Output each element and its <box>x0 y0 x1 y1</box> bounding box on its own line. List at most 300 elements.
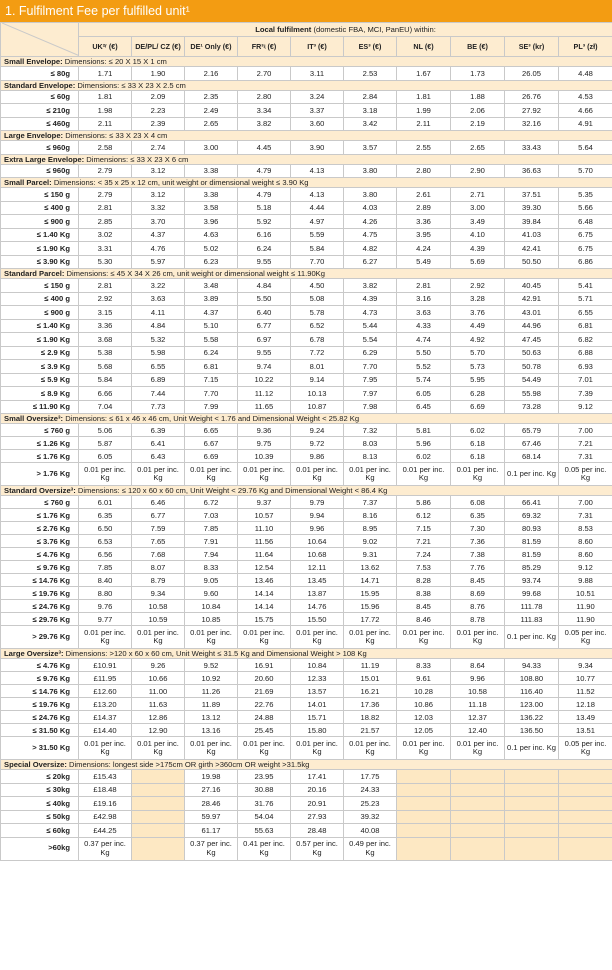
fee-cell: 10.68 <box>291 548 344 561</box>
fee-cell <box>559 770 612 784</box>
fee-cell: £18.48 <box>79 783 132 797</box>
fee-cell: 2.61 <box>397 188 451 202</box>
fee-cell: 136.50 <box>505 724 559 737</box>
fee-cell: 4.03 <box>344 201 397 215</box>
fee-cell: 59.97 <box>185 810 238 824</box>
weight-label: ≤ 8.9 Kg <box>1 387 79 401</box>
fee-cell: 6.28 <box>451 387 505 401</box>
table-row <box>1 333 612 347</box>
fee-cell: 3.82 <box>344 279 397 293</box>
fee-cell: 108.80 <box>505 672 559 685</box>
fee-cell: 8.33 <box>397 659 451 672</box>
fee-cell: 5.52 <box>397 360 451 374</box>
fee-cell: 6.78 <box>291 333 344 347</box>
fee-cell: 9.94 <box>291 509 344 522</box>
fee-cell: 17.75 <box>344 770 397 784</box>
fee-cell: 7.38 <box>451 548 505 561</box>
weight-label: ≤ 150 g <box>1 279 79 293</box>
section-description: Dimensions: ≤ 33 X 23 X 4 cm <box>63 131 168 140</box>
weight-label: > 29.76 Kg <box>1 626 79 649</box>
fee-cell: 5.98 <box>132 346 185 360</box>
fee-cell <box>132 770 185 784</box>
weight-label: ≤ 210g <box>1 104 79 118</box>
fee-cell <box>397 770 451 784</box>
table-row <box>1 698 612 711</box>
table-row <box>1 824 612 838</box>
fee-cell: 7.70 <box>291 255 344 269</box>
fee-cell: 6.97 <box>238 333 291 347</box>
fee-cell: 6.35 <box>79 509 132 522</box>
fee-cell: 3.82 <box>238 117 291 131</box>
fee-cell: 2.23 <box>132 104 185 118</box>
table-row <box>1 164 612 178</box>
fee-cell: 9.31 <box>344 548 397 561</box>
fee-cell: 13.16 <box>185 724 238 737</box>
fee-cell: 7.97 <box>344 387 397 401</box>
weight-label: ≤ 29.76 Kg <box>1 613 79 626</box>
fee-cell: 6.05 <box>79 450 132 463</box>
fee-cell: 9.14 <box>291 373 344 387</box>
fee-cell: 9.34 <box>132 587 185 600</box>
fee-cell: 3.49 <box>451 215 505 229</box>
fee-cell: 0.1 per inc. Kg <box>505 626 559 649</box>
fee-cell: 8.80 <box>79 587 132 600</box>
fee-cell: 11.56 <box>238 535 291 548</box>
fee-cell: 1.98 <box>79 104 132 118</box>
fee-cell: £14.37 <box>79 711 132 724</box>
fee-cell: 7.31 <box>559 450 612 463</box>
table-row <box>1 201 612 215</box>
fee-cell: 2.84 <box>344 90 397 104</box>
fee-cell: 10.87 <box>291 400 344 414</box>
fee-cell: 0.01 per inc. Kg <box>132 626 185 649</box>
fee-cell: 9.36 <box>238 424 291 437</box>
weight-label: ≤ 9.76 Kg <box>1 561 79 574</box>
fee-cell <box>132 810 185 824</box>
fee-cell: 18.82 <box>344 711 397 724</box>
fee-cell: 7.03 <box>185 509 238 522</box>
fee-cell: 2.65 <box>185 117 238 131</box>
fee-cell: 0.01 per inc. Kg <box>185 463 238 486</box>
fee-cell: 2.81 <box>397 279 451 293</box>
fee-cell: 12.54 <box>238 561 291 574</box>
fee-cell: 55.98 <box>505 387 559 401</box>
fee-cell: 5.50 <box>238 292 291 306</box>
fee-cell: 20.91 <box>291 797 344 811</box>
weight-label: ≤ 60g <box>1 90 79 104</box>
weight-label: ≤ 40kg <box>1 797 79 811</box>
fee-cell: 8.76 <box>451 600 505 613</box>
fee-cell: £12.60 <box>79 685 132 698</box>
table-row <box>1 450 612 463</box>
fee-cell <box>559 810 612 824</box>
fee-cell <box>559 824 612 838</box>
diagonal-line-icon <box>2 23 79 56</box>
fee-cell: 0.01 per inc. Kg <box>291 626 344 649</box>
fee-cell: 81.59 <box>505 535 559 548</box>
fee-cell: 6.72 <box>185 496 238 509</box>
fee-cell: 8.69 <box>451 587 505 600</box>
fee-cell: 3.18 <box>344 104 397 118</box>
fee-cell: 10.58 <box>451 685 505 698</box>
fee-cell: 8.33 <box>185 561 238 574</box>
fee-cell <box>397 810 451 824</box>
fee-cell: 12.40 <box>451 724 505 737</box>
fee-cell: 9.02 <box>344 535 397 548</box>
fee-cell: 15.96 <box>344 600 397 613</box>
section-header <box>1 80 612 90</box>
weight-label: ≤ 11.90 Kg <box>1 400 79 414</box>
fee-cell: 5.81 <box>397 424 451 437</box>
table-row <box>1 228 612 242</box>
fee-cell: 23.95 <box>238 770 291 784</box>
fee-cell: 8.38 <box>397 587 451 600</box>
fee-cell: 16.91 <box>238 659 291 672</box>
column-header: IT³ (€) <box>291 37 344 57</box>
fee-cell: 7.95 <box>344 373 397 387</box>
fee-cell: 3.42 <box>344 117 397 131</box>
fee-cell: 7.98 <box>344 400 397 414</box>
table-row <box>1 319 612 333</box>
weight-label: ≤ 30kg <box>1 783 79 797</box>
fee-cell: 8.40 <box>79 574 132 587</box>
fee-cell: 4.66 <box>559 104 612 118</box>
fee-cell: 10.84 <box>291 659 344 672</box>
section-description: Dimensions: ≤ 120 x 60 x 60 cm, Unit Weight < 29.76 Kg and Dimensional Weight < 86.4 Kg <box>75 486 388 495</box>
fee-cell: 8.46 <box>397 613 451 626</box>
fee-cell: 7.44 <box>132 387 185 401</box>
fee-cell: 10.85 <box>185 613 238 626</box>
fee-cell <box>132 797 185 811</box>
fee-cell: 7.59 <box>132 522 185 535</box>
weight-label: ≤ 3.76 Kg <box>1 535 79 548</box>
fee-cell: 0.1 per inc. Kg <box>505 463 559 486</box>
fee-cell: 13.87 <box>291 587 344 600</box>
fee-cell: 7.99 <box>185 400 238 414</box>
fee-cell: 10.13 <box>291 387 344 401</box>
fee-cell: 2.65 <box>451 141 505 155</box>
table-row <box>1 306 612 320</box>
fee-cell: £19.16 <box>79 797 132 811</box>
fee-cell: 26.76 <box>505 90 559 104</box>
fee-cell: 2.92 <box>79 292 132 306</box>
fee-cell: 67.46 <box>505 437 559 450</box>
fee-cell: 3.31 <box>79 242 132 256</box>
weight-label: ≤ 19.76 Kg <box>1 698 79 711</box>
fee-cell: 0.01 per inc. Kg <box>132 737 185 760</box>
fee-cell: 8.45 <box>397 600 451 613</box>
fee-cell: 12.03 <box>397 711 451 724</box>
fee-cell: 5.06 <box>79 424 132 437</box>
fee-cell: 10.58 <box>132 600 185 613</box>
fee-cell: 39.84 <box>505 215 559 229</box>
fee-cell: 13.51 <box>559 724 612 737</box>
fee-cell: 0.01 per inc. Kg <box>344 737 397 760</box>
weight-label: ≤ 150 g <box>1 188 79 202</box>
weight-label: ≤ 80g <box>1 67 79 81</box>
fee-cell: 0.01 per inc. Kg <box>238 463 291 486</box>
fee-cell: 12.33 <box>291 672 344 685</box>
fee-cell: 0.01 per inc. Kg <box>132 463 185 486</box>
fee-cell: 2.49 <box>185 104 238 118</box>
fee-cell: 5.86 <box>397 496 451 509</box>
fee-cell <box>451 797 505 811</box>
fee-cell: 3.37 <box>291 104 344 118</box>
fee-cell: 43.01 <box>505 306 559 320</box>
table-row <box>1 279 612 293</box>
fee-cell: 6.45 <box>397 400 451 414</box>
fee-cell: 2.81 <box>79 279 132 293</box>
fee-cell: 6.88 <box>559 346 612 360</box>
fee-cell: £14.40 <box>79 724 132 737</box>
fee-cell: 3.90 <box>291 141 344 155</box>
weight-label: ≤ 19.76 Kg <box>1 587 79 600</box>
fee-cell: 5.69 <box>451 255 505 269</box>
weight-label: ≤ 760 g <box>1 424 79 437</box>
fee-cell: 10.59 <box>132 613 185 626</box>
fee-cell: 3.15 <box>79 306 132 320</box>
fee-cell: 0.01 per inc. Kg <box>79 463 132 486</box>
fee-cell: 14.01 <box>291 698 344 711</box>
fee-cell: 7.72 <box>291 346 344 360</box>
fee-cell: 2.92 <box>451 279 505 293</box>
fee-cell: 6.16 <box>238 228 291 242</box>
fee-cell: 7.70 <box>185 387 238 401</box>
fee-cell: 2.90 <box>451 164 505 178</box>
fee-cell: 111.78 <box>505 600 559 613</box>
fee-cell: 5.74 <box>397 373 451 387</box>
fee-cell: 8.60 <box>559 548 612 561</box>
table-row <box>1 797 612 811</box>
fee-cell: 2.19 <box>451 117 505 131</box>
weight-label: ≤ 1.40 Kg <box>1 228 79 242</box>
fee-cell: 15.01 <box>344 672 397 685</box>
table-row <box>1 437 612 450</box>
fee-cell: 11.19 <box>344 659 397 672</box>
fee-cell: 6.69 <box>451 400 505 414</box>
fee-cell: 0.05 per inc. Kg <box>559 463 612 486</box>
table-row <box>1 574 612 587</box>
fee-cell: 5.64 <box>559 141 612 155</box>
fee-cell: 2.55 <box>397 141 451 155</box>
fee-cell: 54.49 <box>505 373 559 387</box>
fee-cell <box>397 837 451 860</box>
table-row <box>1 496 612 509</box>
fee-cell: 1.88 <box>451 90 505 104</box>
fee-cell: 3.63 <box>132 292 185 306</box>
fee-cell: 15.95 <box>344 587 397 600</box>
fulfilment-fee-table <box>0 22 612 861</box>
fee-cell: 0.01 per inc. Kg <box>451 626 505 649</box>
fee-cell: 81.59 <box>505 548 559 561</box>
fee-cell: 11.63 <box>132 698 185 711</box>
fee-cell: 2.80 <box>238 90 291 104</box>
column-header: SE³ (kr) <box>505 37 559 57</box>
fee-cell: 3.34 <box>238 104 291 118</box>
fee-cell: 47.45 <box>505 333 559 347</box>
fee-cell: 5.44 <box>344 319 397 333</box>
section-title: Large Oversize³: <box>4 649 64 658</box>
weight-label: ≤ 24.76 Kg <box>1 711 79 724</box>
weight-label: ≤ 900 g <box>1 306 79 320</box>
fee-cell: 2.80 <box>397 164 451 178</box>
table-row <box>1 783 612 797</box>
fee-cell: 6.46 <box>132 496 185 509</box>
fee-cell: 4.63 <box>185 228 238 242</box>
fee-cell: 40.45 <box>505 279 559 293</box>
fee-cell: 3.36 <box>79 319 132 333</box>
column-header: UK²ʳ (€) <box>79 37 132 57</box>
fee-cell: 5.54 <box>344 333 397 347</box>
fee-cell: 5.59 <box>291 228 344 242</box>
fee-cell: 25.45 <box>238 724 291 737</box>
fee-cell: 3.80 <box>344 164 397 178</box>
fee-cell: 9.55 <box>238 346 291 360</box>
fee-cell: 1.81 <box>79 90 132 104</box>
fee-cell: 5.84 <box>291 242 344 256</box>
fee-cell: 5.68 <box>79 360 132 374</box>
section-title: Standard Oversize³: <box>4 486 76 495</box>
weight-label: ≤ 1.76 Kg <box>1 450 79 463</box>
weight-label: ≤ 4.76 Kg <box>1 659 79 672</box>
column-header: BE (€) <box>451 37 505 57</box>
fee-cell: 9.55 <box>238 255 291 269</box>
fee-cell <box>132 824 185 838</box>
fee-cell: 1.99 <box>397 104 451 118</box>
fee-cell: 5.87 <box>79 437 132 450</box>
fee-cell: 8.78 <box>451 613 505 626</box>
fee-cell: 9.26 <box>132 659 185 672</box>
fee-cell: 6.50 <box>79 522 132 535</box>
fee-cell: 8.79 <box>132 574 185 587</box>
weight-label: ≤ 900 g <box>1 215 79 229</box>
fee-cell: 7.15 <box>397 522 451 535</box>
fee-cell: 11.12 <box>238 387 291 401</box>
fee-cell: 0.01 per inc. Kg <box>397 737 451 760</box>
fee-cell: 66.41 <box>505 496 559 509</box>
fee-cell: 19.98 <box>185 770 238 784</box>
fee-cell: 0.01 per inc. Kg <box>344 626 397 649</box>
fee-cell: 6.12 <box>397 509 451 522</box>
fee-cell <box>559 837 612 860</box>
fee-cell <box>397 824 451 838</box>
fee-cell: £13.20 <box>79 698 132 711</box>
fee-cell: 8.13 <box>344 450 397 463</box>
fee-cell: 3.38 <box>185 164 238 178</box>
fee-cell: 4.39 <box>451 242 505 256</box>
fee-cell: 15.80 <box>291 724 344 737</box>
fee-cell: 5.02 <box>185 242 238 256</box>
fee-cell: 7.91 <box>185 535 238 548</box>
weight-label: ≤ 24.76 Kg <box>1 600 79 613</box>
fee-cell: 6.67 <box>185 437 238 450</box>
weight-label: ≤ 960g <box>1 164 79 178</box>
table-row <box>1 90 612 104</box>
fee-cell: 6.82 <box>559 333 612 347</box>
section-header <box>1 760 612 770</box>
fee-cell: 5.35 <box>559 188 612 202</box>
fee-cell: 6.01 <box>79 496 132 509</box>
fee-cell: 40.08 <box>344 824 397 838</box>
fee-cell: £11.95 <box>79 672 132 685</box>
fee-cell: 4.26 <box>344 215 397 229</box>
fee-cell: 4.82 <box>344 242 397 256</box>
fee-cell: 5.18 <box>238 201 291 215</box>
table-row <box>1 104 612 118</box>
fee-cell: 4.37 <box>132 228 185 242</box>
table-row <box>1 659 612 672</box>
fee-cell: 4.44 <box>291 201 344 215</box>
fee-cell: 2.11 <box>79 117 132 131</box>
table-row <box>1 561 612 574</box>
fee-cell: 41.03 <box>505 228 559 242</box>
fee-cell: 9.12 <box>559 561 612 574</box>
fee-cell: 0.37 per inc. Kg <box>79 837 132 860</box>
table-row <box>1 346 612 360</box>
fee-cell: 11.52 <box>559 685 612 698</box>
fee-cell: 11.64 <box>238 548 291 561</box>
fee-cell: 6.35 <box>451 509 505 522</box>
fee-cell: 6.52 <box>291 319 344 333</box>
fee-cell: 11.65 <box>238 400 291 414</box>
fee-cell: 3.96 <box>185 215 238 229</box>
weight-label: ≤ 5.9 Kg <box>1 373 79 387</box>
fee-cell: 15.75 <box>238 613 291 626</box>
fee-cell: 12.05 <box>397 724 451 737</box>
fee-cell <box>559 797 612 811</box>
fee-cell: 4.97 <box>291 215 344 229</box>
fee-cell: 25.23 <box>344 797 397 811</box>
fee-cell: 6.81 <box>559 319 612 333</box>
fee-cell: 14.76 <box>291 600 344 613</box>
fee-cell: 14.71 <box>344 574 397 587</box>
fee-cell: 13.57 <box>291 685 344 698</box>
fee-cell: 3.95 <box>397 228 451 242</box>
fee-cell: 5.73 <box>451 360 505 374</box>
fee-cell: 6.24 <box>238 242 291 256</box>
fee-cell: 0.01 per inc. Kg <box>238 626 291 649</box>
fee-cell: 9.52 <box>185 659 238 672</box>
fee-cell: 12.11 <box>291 561 344 574</box>
fee-cell <box>505 810 559 824</box>
section-title: Large Envelope: <box>4 131 64 140</box>
table-row <box>1 522 612 535</box>
fee-cell: 10.39 <box>238 450 291 463</box>
fee-cell: 0.41 per inc. Kg <box>238 837 291 860</box>
fee-cell: 61.17 <box>185 824 238 838</box>
table-row <box>1 810 612 824</box>
section-header <box>1 486 612 496</box>
fee-cell: 3.28 <box>451 292 505 306</box>
fee-cell: 27.92 <box>505 104 559 118</box>
column-header: DE/PL/ CZ (€) <box>132 37 185 57</box>
fee-cell: 116.40 <box>505 685 559 698</box>
header-corner <box>1 23 79 57</box>
fee-cell: 5.95 <box>451 373 505 387</box>
fee-cell: 4.79 <box>238 188 291 202</box>
fee-cell: 12.18 <box>559 698 612 711</box>
fee-cell: 17.72 <box>344 613 397 626</box>
fee-cell: 6.23 <box>185 255 238 269</box>
fee-cell: 5.38 <box>79 346 132 360</box>
fee-cell: 10.64 <box>291 535 344 548</box>
fee-cell: 6.18 <box>451 437 505 450</box>
fee-cell: 5.66 <box>559 201 612 215</box>
fee-cell: 13.12 <box>185 711 238 724</box>
fee-cell: 6.77 <box>132 509 185 522</box>
fee-cell: 7.21 <box>397 535 451 548</box>
fee-cell: 4.11 <box>132 306 185 320</box>
